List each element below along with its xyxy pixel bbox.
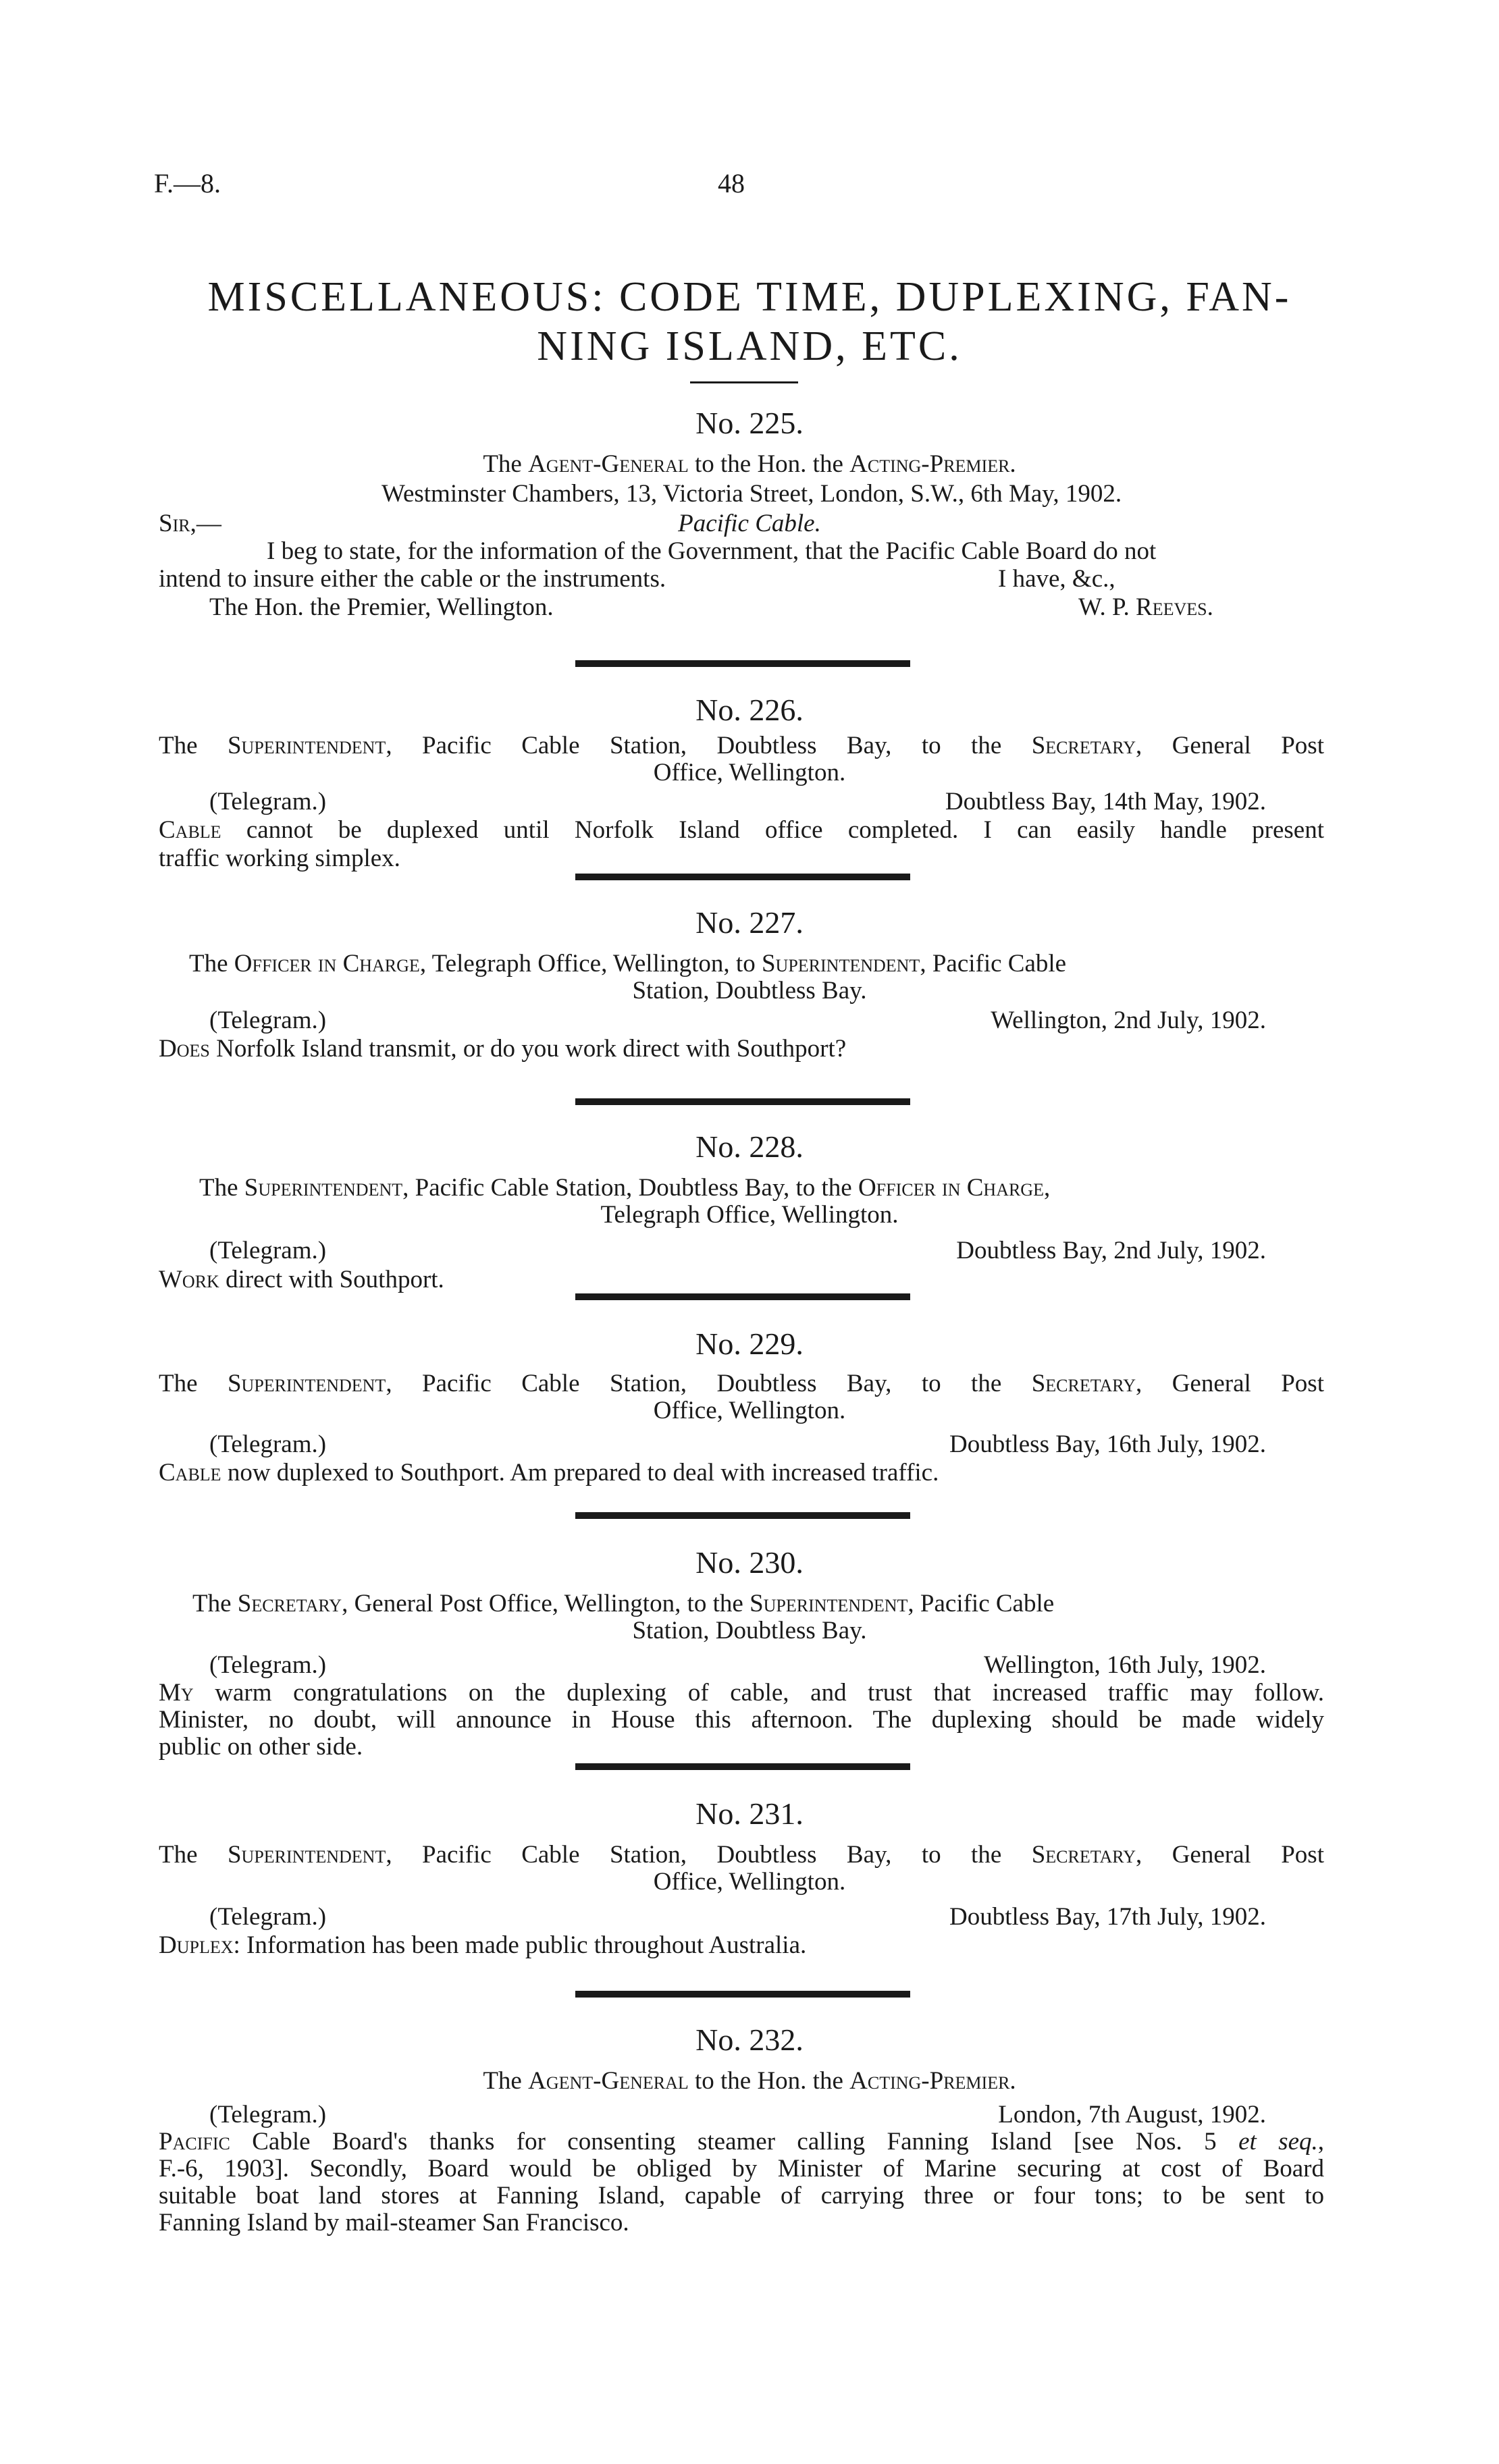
section-title-line-2: NING ISLAND, ETC. <box>537 323 962 369</box>
telegram-label: (Telegram.) <box>209 1651 327 1679</box>
date-line: Doubtless Bay, 17th July, 1902. <box>949 1903 1266 1931</box>
entry-parties: The Agent-General to the Hon. the Acting-Premier. <box>483 2067 1016 2095</box>
salutation: Sir,— <box>159 510 221 537</box>
entry-number: No. 229. <box>695 1327 804 1361</box>
body-line: I beg to state, for the information of the Government, that the Pacific Cable Board do not <box>267 537 1157 565</box>
section-title-line-1: MISCELLANEOUS: CODE TIME, DUPLEXING, FAN- <box>207 274 1292 320</box>
entry-parties: The Superintendent, Pacific Cable Station, Doubtless Bay, to the Officer in Charge, <box>199 1174 1051 1202</box>
entry-parties-cont: Station, Doubtless Bay. <box>632 977 867 1005</box>
section-rule <box>575 874 910 880</box>
entry-number: No. 230. <box>695 1545 804 1580</box>
telegram-label: (Telegram.) <box>209 2101 327 2128</box>
entry-number: No. 232. <box>695 2023 804 2057</box>
body-line: Cable cannot be duplexed until Norfolk Island office completed. I can easily handle present <box>159 816 1324 844</box>
date-line: Doubtless Bay, 14th May, 1902. <box>945 788 1266 815</box>
telegram-label: (Telegram.) <box>209 1007 327 1034</box>
telegram-label: (Telegram.) <box>209 1430 327 1458</box>
section-rule <box>575 1991 910 1998</box>
entry-parties: The Superintendent, Pacific Cable Station, Doubtless Bay, to the Secretary, General Post <box>159 1370 1324 1397</box>
entry-parties-cont: Telegraph Office, Wellington. <box>600 1201 899 1229</box>
body-line: Duplex: Information has been made public throughout Australia. <box>159 1931 807 1959</box>
entry-number: No. 231. <box>695 1796 804 1831</box>
entry-parties-cont: Station, Doubtless Bay. <box>632 1617 867 1644</box>
entry-number: No. 225. <box>695 406 804 440</box>
body-line: Work direct with Southport. <box>159 1266 444 1293</box>
body-line: My warm congratulations on the duplexing of cable, and trust that increased traffic may follow. <box>159 1679 1324 1707</box>
body-line: traffic working simplex. <box>159 845 400 872</box>
signature: W. P. Reeves. <box>1078 593 1213 621</box>
date-line: London, 7th August, 1902. <box>998 2101 1266 2128</box>
entry-number: No. 226. <box>695 693 804 727</box>
entry-parties-cont: Office, Wellington. <box>653 759 846 786</box>
body-line: Cable now duplexed to Southport. Am prepared to deal with increased traffic. <box>159 1459 939 1487</box>
addressee: The Hon. the Premier, Wellington. <box>209 593 554 621</box>
entry-parties: The Superintendent, Pacific Cable Station, Doubtless Bay, to the Secretary, General Post <box>159 1841 1324 1869</box>
date-line: Wellington, 16th July, 1902. <box>983 1651 1266 1679</box>
section-rule <box>575 1512 910 1519</box>
entry-parties: The Superintendent, Pacific Cable Station, Doubtless Bay, to the Secretary, General Post <box>159 732 1324 759</box>
entry-number: No. 227. <box>695 905 804 940</box>
entry-parties: The Agent-General to the Hon. the Acting-Premier. <box>483 450 1016 478</box>
entry-parties: The Secretary, General Post Office, Wellington, to the Superintendent, Pacific Cable <box>192 1590 1055 1617</box>
section-rule <box>575 1293 910 1300</box>
closing: I have, &c., <box>998 565 1115 593</box>
date-line: Doubtless Bay, 2nd July, 1902. <box>956 1237 1266 1264</box>
entry-parties-cont: Office, Wellington. <box>653 1868 846 1896</box>
body-line: Fanning Island by mail-steamer San Francisco. <box>159 2209 629 2237</box>
entry-address: Westminster Chambers, 13, Victoria Street, London, S.W., 6th May, 1902. <box>382 480 1122 508</box>
section-rule <box>575 660 910 667</box>
section-rule <box>575 1098 910 1105</box>
body-line: Minister, no doubt, will announce in House this afternoon. The duplexing should be made widely <box>159 1706 1324 1734</box>
entry-parties-cont: Office, Wellington. <box>653 1397 846 1424</box>
telegram-label: (Telegram.) <box>209 1237 327 1264</box>
title-rule <box>690 381 798 383</box>
entry-parties: The Officer in Charge, Telegraph Office, Wellington, to Superintendent, Pacific Cable <box>189 950 1067 977</box>
body-line: suitable boat land stores at Fanning Island, capable of carrying three or four tons; to be sent to <box>159 2182 1324 2209</box>
telegram-label: (Telegram.) <box>209 1903 327 1931</box>
body-line: F.-6, 1903]. Secondly, Board would be obliged by Minister of Marine securing at cost of Board <box>159 2155 1324 2182</box>
date-line: Wellington, 2nd July, 1902. <box>991 1007 1266 1034</box>
body-line: public on other side. <box>159 1733 363 1761</box>
entry-number: No. 228. <box>695 1129 804 1164</box>
page-number: 48 <box>718 168 745 198</box>
document-code: F.—8. <box>154 168 221 198</box>
telegram-label: (Telegram.) <box>209 788 327 815</box>
subject: Pacific Cable. <box>678 510 821 537</box>
section-rule <box>575 1763 910 1770</box>
date-line: Doubtless Bay, 16th July, 1902. <box>949 1430 1266 1458</box>
body-line: intend to insure either the cable or the instruments. <box>159 565 666 593</box>
body-line: Does Norfolk Island transmit, or do you work direct with Southport? <box>159 1035 847 1063</box>
body-line: Pacific Cable Board's thanks for consenting steamer calling Fanning Island [see Nos. 5 et seq., <box>159 2128 1324 2155</box>
